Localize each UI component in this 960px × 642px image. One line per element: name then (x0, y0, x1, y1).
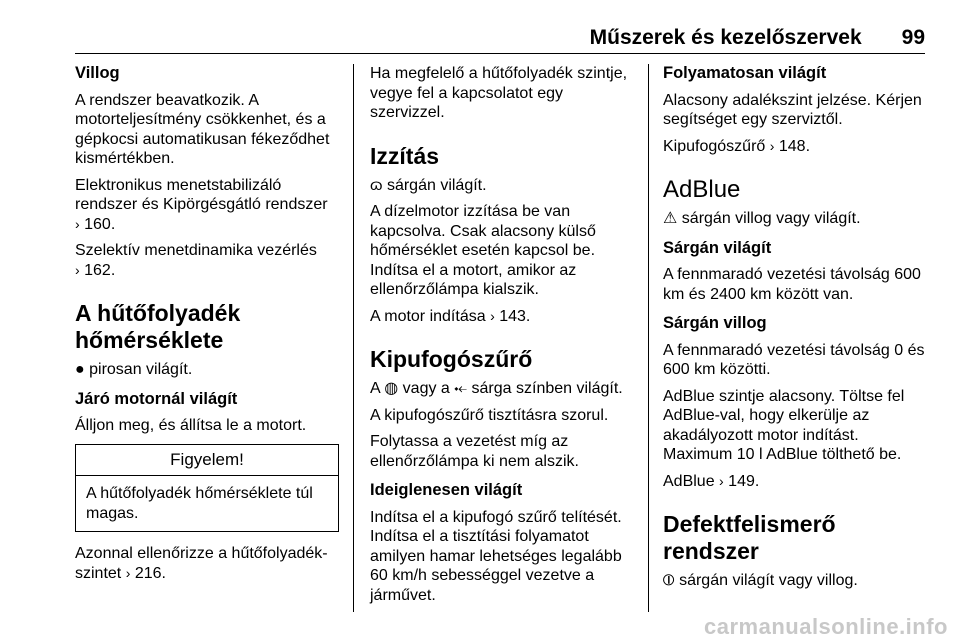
ref-arrow-icon: › (490, 307, 495, 324)
tire-pressure-icon: ⦶ (663, 572, 675, 589)
adblue-paragraph-3: AdBlue szintje alacsony. Töltse fel AdBlue-val, hogy elkerülje az akadályozott motor indítást. Maximum 10 l AdBlue tölthető be. (663, 387, 905, 463)
column-divider-2 (648, 64, 649, 612)
kipufogo-paragraph-2: A kipufogószűrő tisztításra szorul. (370, 406, 609, 424)
exhaust-filter-icon: ◍ (384, 380, 399, 397)
ref-arrow-icon: › (75, 261, 80, 278)
kipufogo-subheading: Ideiglenesen világít (370, 481, 523, 499)
villog-paragraph-2-text: Elektronikus menetstabilizáló rendszer és Kipörgésgátló rendszer (75, 176, 328, 213)
villog-heading: Villog (75, 64, 120, 82)
warning-body: A hűtőfolyadék hőmérséklete túl magas. (86, 485, 313, 522)
kipufogo-section-title: Kipufogószűrő (370, 346, 533, 372)
izzitas-status-text: sárgán világít. (386, 176, 487, 194)
adblue-subheading-2: Sárgán villog (663, 314, 767, 332)
coolant-continued-paragraph: Ha megfelelő a hűtőfolyadék szintje, vegye fel a kapcsolatot egy szervizzel. (370, 65, 628, 121)
adblue-subheading-1: Sárgán világít (663, 238, 772, 257)
header-rule (75, 53, 925, 54)
izzitas-section-title: Izzítás (370, 142, 440, 169)
column-1 (75, 64, 339, 590)
coolant-check-text: Azonnal ellenőrizze a hűtőfolyadék-szintet (75, 545, 328, 582)
exhaust-filter-ref-link[interactable]: 148. (778, 137, 811, 155)
folyamatosan-paragraph-2 (663, 137, 931, 157)
dpf-icon: ⤝ (454, 380, 468, 397)
coolant-subheading: Járó motornál világít (75, 389, 238, 408)
ref-arrow-icon: › (769, 137, 775, 154)
villog-paragraph-1: A rendszer beavatkozik. A motorteljesítmény csökkenhet, és a gépkocsi automatikusan fékeződhet kismértékben. (75, 91, 330, 167)
column-divider-1 (353, 64, 354, 612)
kipufogo-paragraph-3: Folytassa a vezetést míg az ellenőrzőlámpa ki nem alszik. (370, 433, 579, 470)
adblue-paragraph-4 (663, 472, 931, 492)
coolant-check-paragraph (75, 544, 339, 583)
kipufogo-text-c: sárga színben világít. (471, 380, 623, 397)
ref-arrow-icon: › (125, 564, 131, 581)
ref-arrow-icon: › (75, 215, 80, 232)
ref-arrow-icon: › (719, 472, 724, 489)
engine-start-ref-link[interactable]: 143. (499, 307, 531, 325)
izzitas-status (370, 176, 634, 196)
izzitas-paragraph-1: A dízelmotor izzítása be van kapcsolva. Csak alacsony külső hőmérséklet esetén kapcsol be. Indítsa el a motort, amikor az ellenőrzőlámpa kialszik. (370, 203, 596, 298)
villog-paragraph-3-text: Szelektív menetdinamika vezérlés (75, 242, 317, 259)
coolant-paragraph: Álljon meg, és állítsa le a motort. (75, 417, 307, 434)
selective-ref-link[interactable]: 162. (84, 261, 116, 279)
adblue-status-text: sárgán villog vagy világít. (681, 210, 861, 227)
kipufogo-paragraph-4: Indítsa el a kipufogó szűrő telítését. Indítsa el a tisztítási folyamatot amilyen hamar lehetséges legalább 60 km/h sebességgel vezetve a járművet. (370, 508, 622, 604)
tpms-status-text: sárgán világít vagy villog. (679, 572, 858, 589)
adblue-paragraph-2: A fennmaradó vezetési távolság 0 és 600 km közötti. (663, 341, 925, 378)
adblue-ref-link[interactable]: 149. (728, 472, 760, 490)
page-number: 99 (901, 26, 925, 49)
tpms-status (663, 571, 931, 591)
adblue-section-title: AdBlue (663, 176, 741, 203)
coolant-dot-icon: ● (75, 361, 85, 378)
header-title: Műszerek és kezelőszervek (589, 26, 862, 49)
column-3 (663, 64, 931, 598)
coolant-status-text: pirosan világít. (89, 361, 193, 378)
warning-title: Figyelem! (76, 445, 338, 477)
warning-box (75, 444, 339, 533)
coolant-section-title: A hűtőfolyadék hőmérséklete (75, 300, 241, 353)
coolant-status (75, 360, 339, 380)
tpms-section-title: Defektfelismerő rendszer (663, 511, 836, 564)
folyamatosan-heading: Folyamatosan világít (663, 64, 827, 82)
villog-paragraph-2 (75, 176, 339, 235)
izzitas-paragraph-2 (370, 307, 634, 327)
watermark-text: carmanualsonline.info (704, 614, 948, 639)
kipufogo-text-a: A (370, 380, 380, 397)
page-header (75, 26, 925, 50)
folyamatosan-paragraph-1: Alacsony adalékszint jelzése. Kérjen segítséget egy szerviztől. (663, 91, 922, 128)
adblue-paragraph-4-text: AdBlue (663, 472, 715, 490)
glow-plug-icon: ɷ (370, 176, 383, 194)
villog-paragraph-3 (75, 241, 339, 280)
column-2 (370, 64, 634, 612)
kipufogo-paragraph-1 (370, 379, 634, 399)
kipufogo-text-b: vagy a (402, 380, 450, 397)
folyamatosan-paragraph-2-text: Kipufogószűrő (663, 137, 766, 155)
adblue-icon: ⚠ (663, 210, 678, 227)
coolant-ref-link[interactable]: 216. (134, 564, 166, 582)
izzitas-paragraph-2-text: A motor indítása (370, 307, 486, 325)
adblue-status (663, 209, 931, 229)
adblue-paragraph-1: A fennmaradó vezetési távolság 600 km és 2400 km között van. (663, 266, 921, 303)
villog-ref-link[interactable]: 160. (84, 215, 116, 233)
